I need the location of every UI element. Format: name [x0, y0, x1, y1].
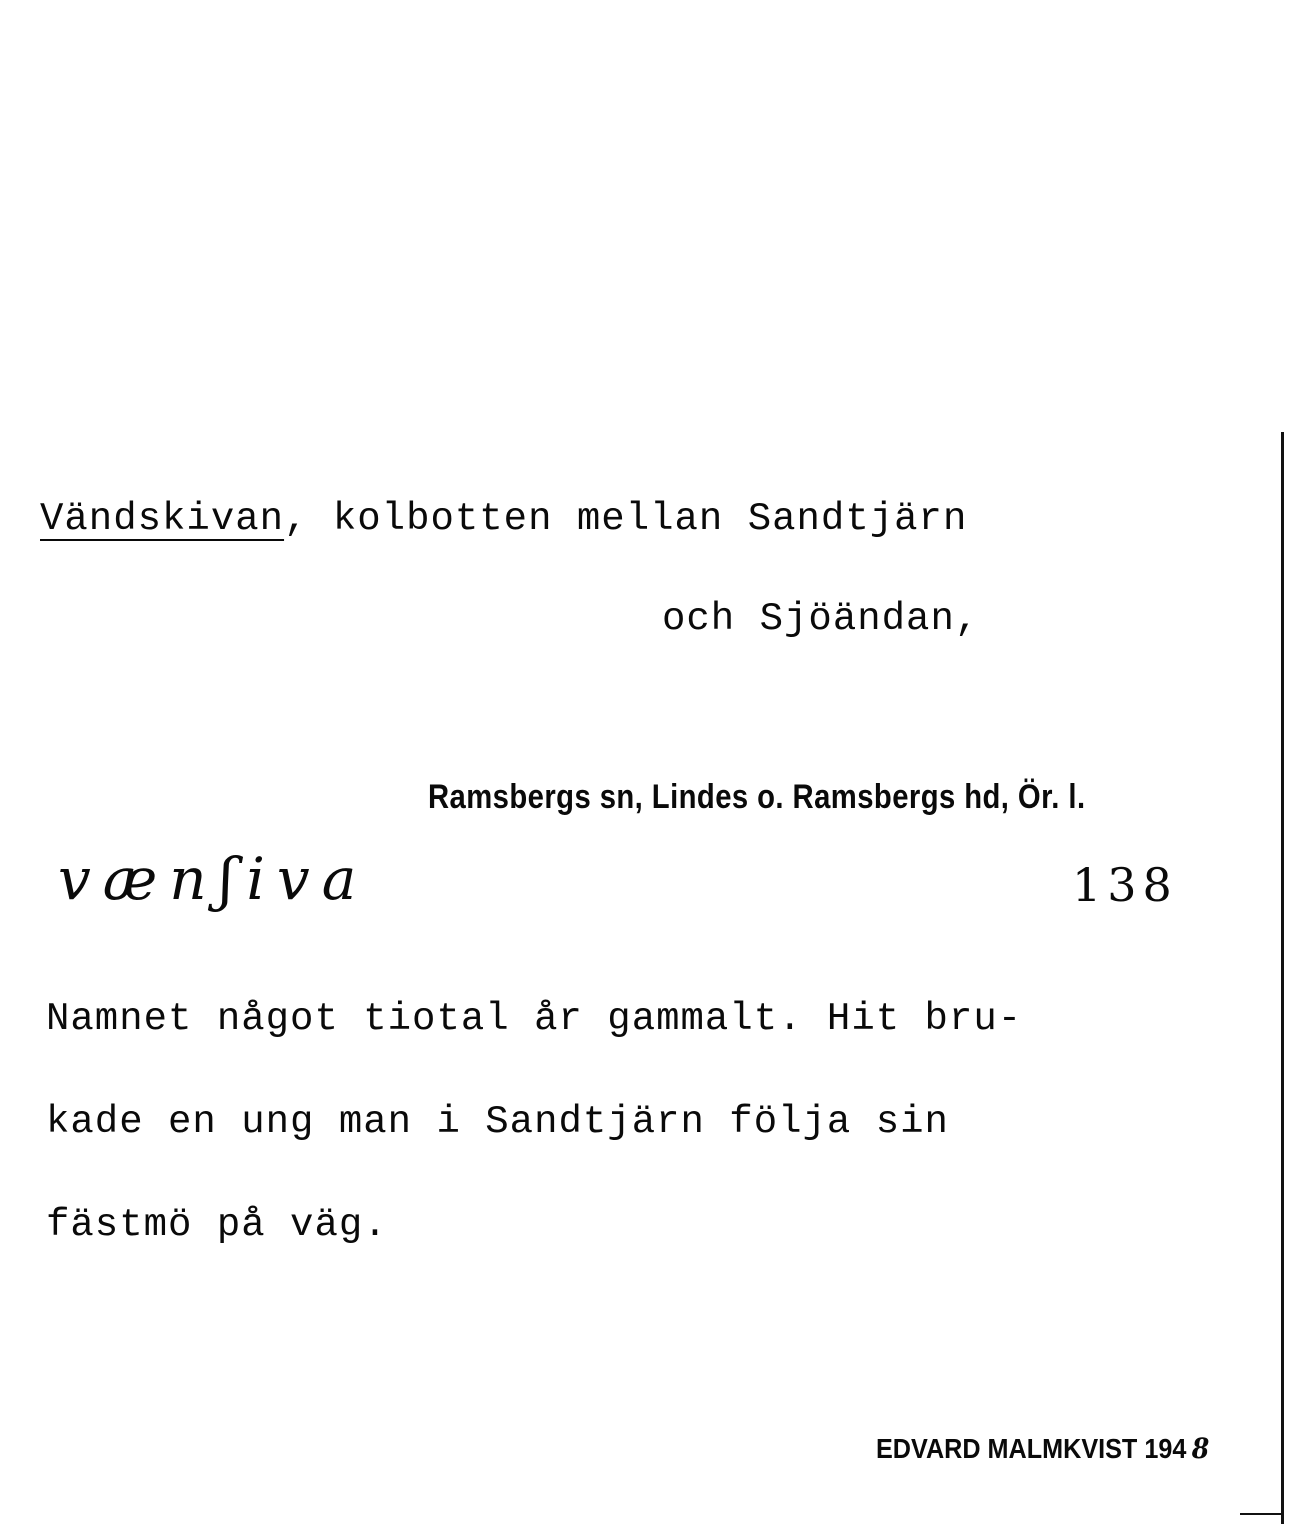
note-line: kade en ung man i Sandtjärn följa sin — [46, 1100, 949, 1144]
entry-line-1 — [40, 497, 968, 541]
collector-name-year: EDVARD MALMKVIST 194 — [876, 1433, 1187, 1464]
card-edge-right — [1281, 432, 1284, 1524]
headword: Vändskivan — [40, 497, 285, 541]
note-line: fästmö på väg. — [46, 1203, 388, 1247]
collector-stamp — [876, 1432, 1209, 1465]
card-edge-bottom — [1240, 1513, 1284, 1515]
entry-line-2: och Sjöändan, — [662, 597, 980, 641]
note-line: Namnet något tiotal år gammalt. Hit bru- — [46, 997, 1023, 1041]
phonetic-transcription: vænʃiva — [58, 845, 369, 913]
card-number: 138 — [1072, 858, 1178, 912]
collector-year-digit: 8 — [1191, 1432, 1210, 1465]
location-stamp: Ramsbergs sn, Lindes o. Ramsbergs hd, Ör. l. — [428, 778, 1086, 816]
entry-description: , kolbotten mellan Sandtjärn — [284, 497, 968, 541]
